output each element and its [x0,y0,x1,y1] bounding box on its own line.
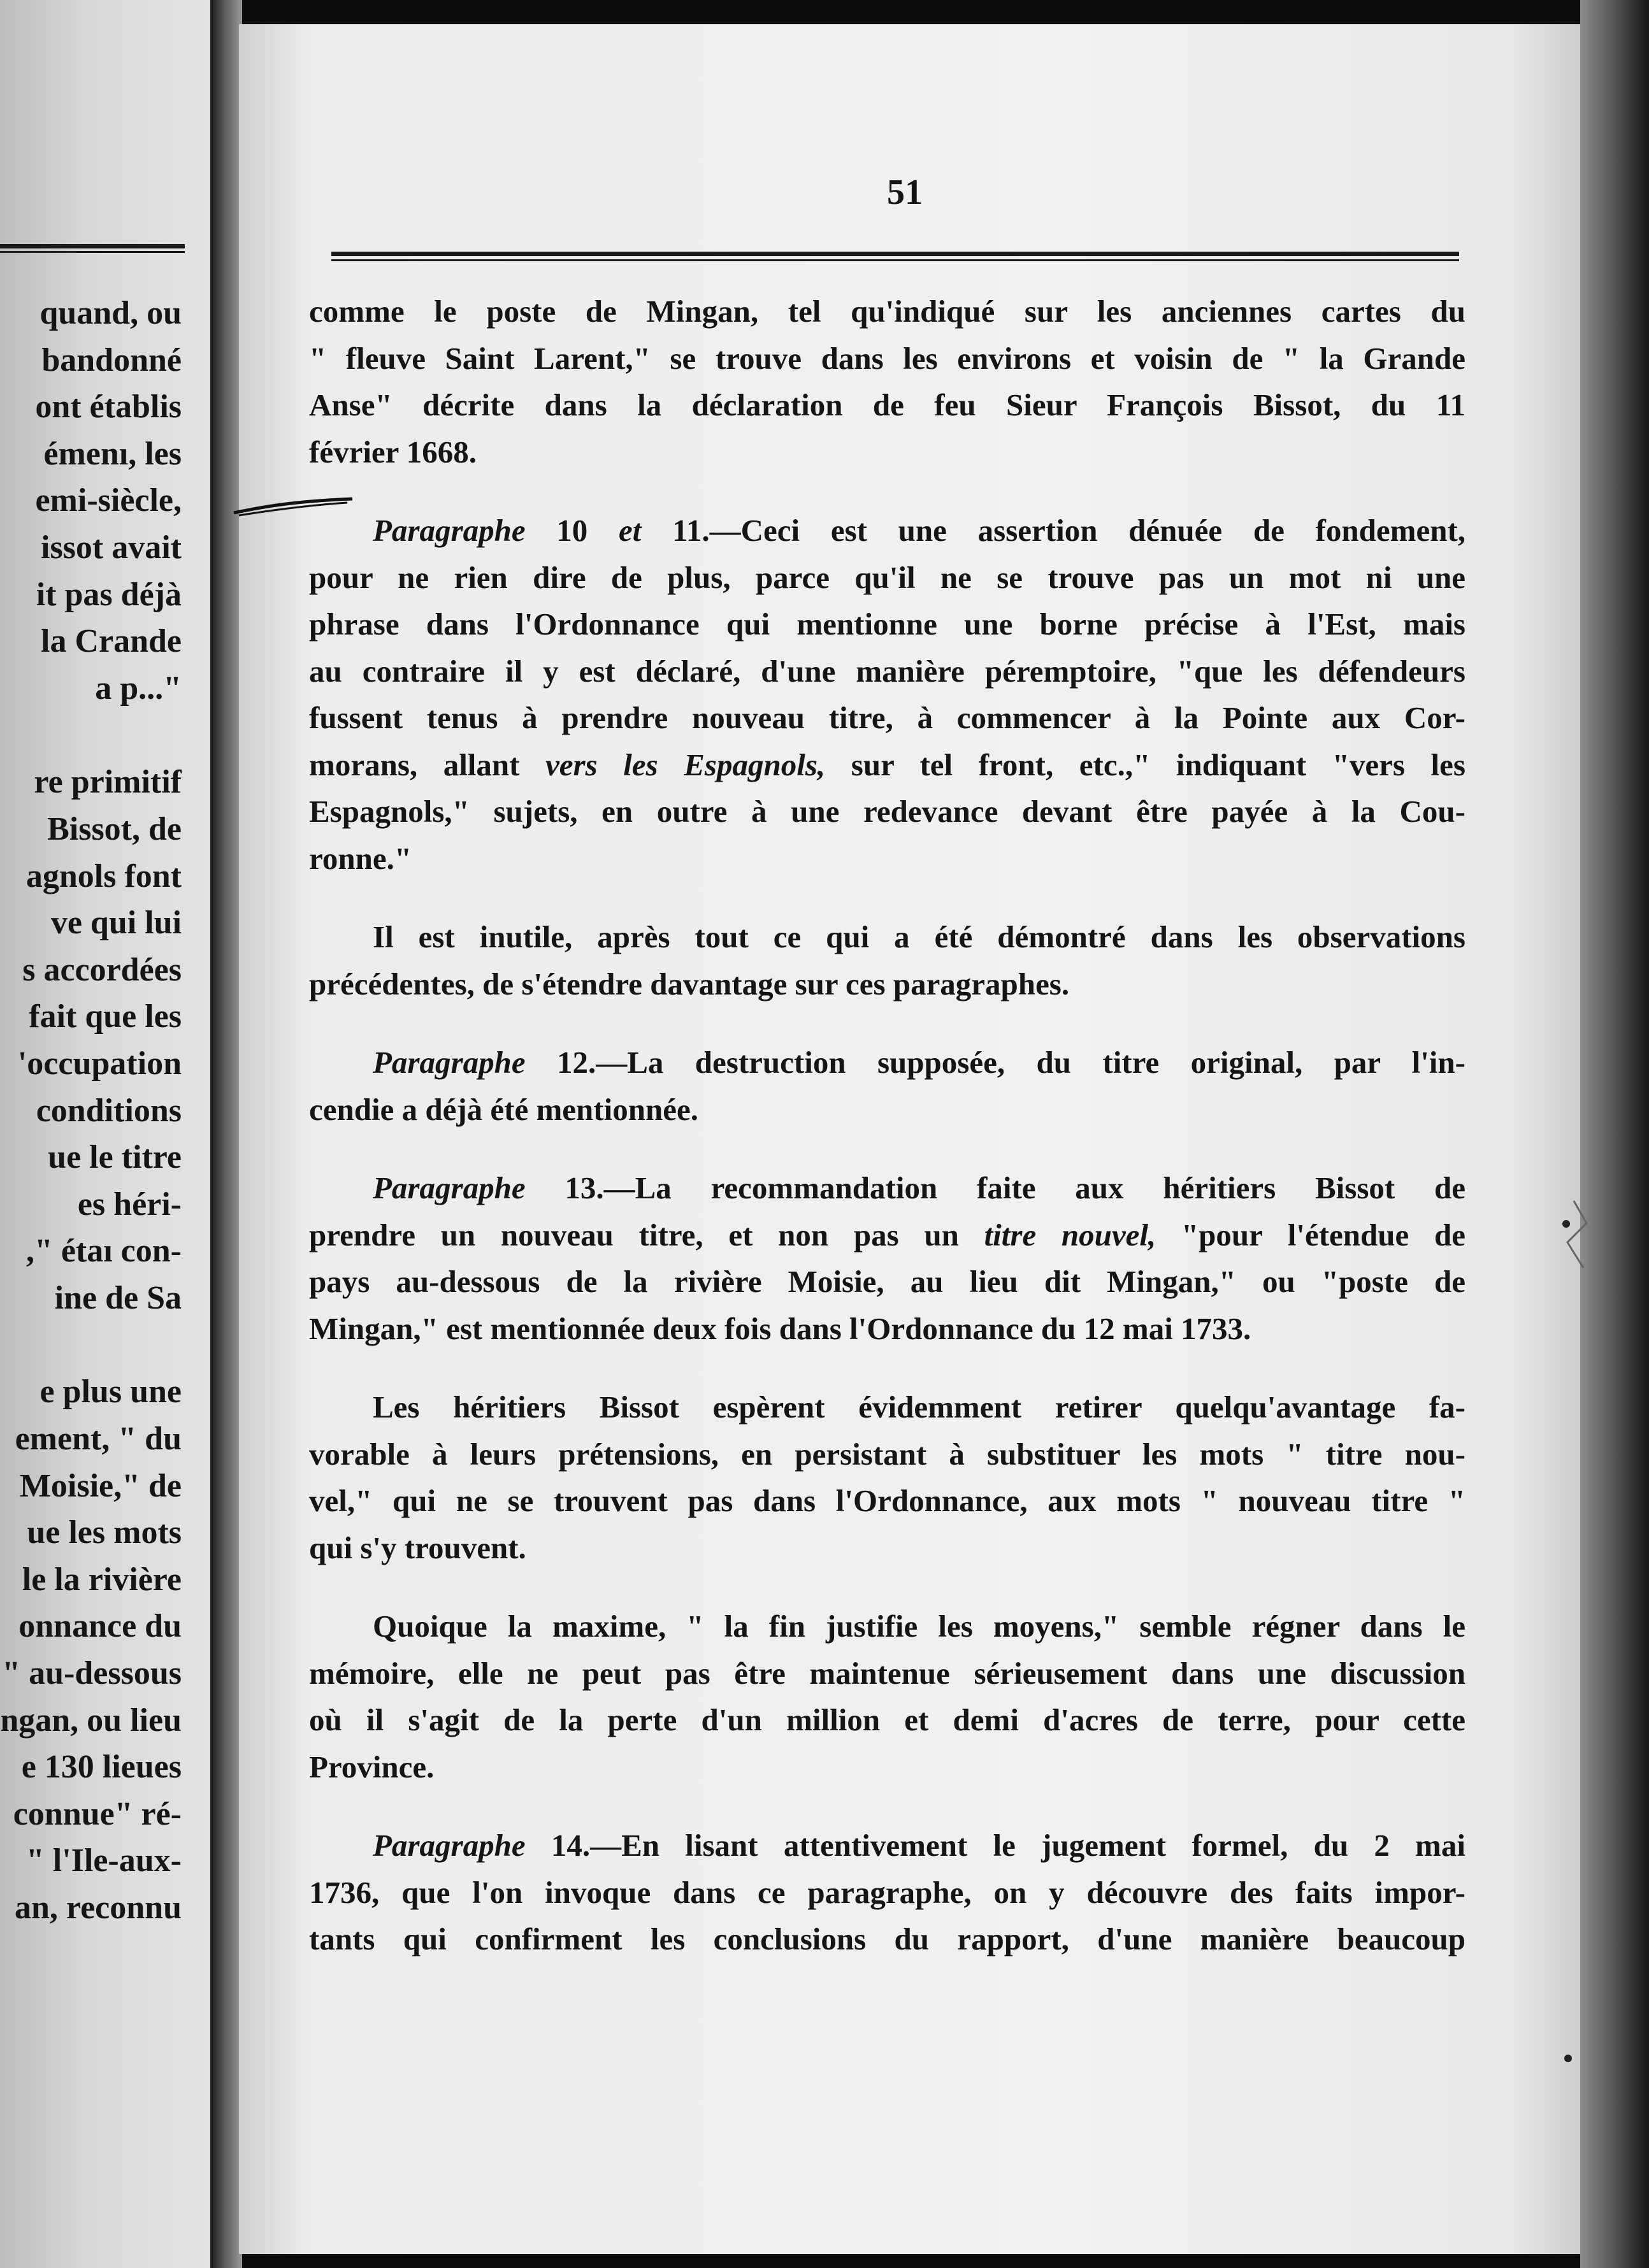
text-line: Espagnols," sujets, en outre à une redevance devant être payée à la Cou- [309,794,1465,829]
left-page-line: ine de Sa [54,1279,182,1316]
left-page-line: emi-siècle, [35,482,182,519]
ink-speck [1564,2055,1572,2062]
text-line: au contraire il y est déclaré, d'une manière péremptoire, "que les défendeurs [309,653,1465,689]
text-line: vorable à leurs prétensions, en persistant à substituer les mots " titre nou- [309,1436,1465,1472]
left-page-line: an, reconnu [15,1890,182,1926]
page-margin-mark [1555,1198,1593,1274]
text-line: février 1668. [309,434,477,470]
text-line: Anse" décrite dans la déclaration de feu Sieur François Bissot, du 11 [309,387,1465,422]
left-page-line: ue les mots [27,1514,182,1551]
left-page-line: it pas déjà [36,576,182,613]
paragraph-13 [309,1165,1465,1352]
page-edge-shadow [1580,0,1649,2268]
paragraph-1 [309,288,1465,475]
text-line: Paragraphe 13.—La recommandation faite aux héritiers Bissot de [373,1170,1465,1205]
left-page-line: e 130 lieues [21,1749,182,1786]
book-gutter [210,0,242,2268]
text-line: vel," qui ne se trouvent pas dans l'Ordonnance, aux mots " nouveau titre " [309,1483,1465,1518]
header-rule [331,252,1459,261]
ink-speck [1562,1220,1570,1228]
text-line: comme le poste de Mingan, tel qu'indiqué sur les anciennes cartes du [309,294,1465,329]
left-page-line: le la rivière [22,1561,182,1598]
paragraph-10-11 [309,507,1465,882]
text-line: où il s'agit de la perte d'un million et demi d'acres de terre, pour cette [309,1702,1465,1737]
left-page-line: onnance du [18,1608,182,1645]
left-page-line: 'occupation [17,1045,182,1082]
left-page-line: ngan, ou lieu [0,1702,182,1739]
text-line: Il est inutile, après tout ce qui a été démontré dans les observations [373,919,1465,954]
paragraph-label: Paragraphe [373,1170,526,1205]
left-page-line: " au-dessous [2,1655,182,1692]
left-page-line: ement, " du [15,1421,182,1458]
left-page-line: ," étaı con- [25,1233,182,1270]
left-page-line: fait que les [29,998,182,1035]
text-line: Paragraphe 10 et 11.—Ceci est une assertion dénuée de fondement, [373,513,1466,548]
text-line: prendre un nouveau titre, et non pas un titre nouvel, "pour l'étendue de [309,1217,1465,1252]
text-line: cendie a déjà été mentionnée. [309,1091,698,1127]
left-page-line: quand, ou [40,295,182,331]
left-page-line: émenı, les [43,435,182,472]
text-line: phrase dans l'Ordonnance qui mentionne une borne précise à l'Est, mais [309,606,1465,642]
paragraph-label: Paragraphe [373,1828,526,1863]
left-page-line: ue le titre [48,1139,182,1176]
paragraph-maxime [309,1603,1465,1790]
text-line: 1736, que l'on invoque dans ce paragraphe, on y découvre des faits impor- [309,1874,1465,1910]
text-line: pour ne rien dire de plus, parce qu'il ne se trouve pas un mot ni une [309,559,1465,595]
text-line: pays au-dessous de la rivière Moisie, au lieu dit Mingan," ou "poste de [309,1264,1465,1299]
left-page-line: Moisie," de [19,1467,182,1504]
paragraph-label: Paragraphe [373,513,526,548]
text-line: tants qui confirment les conclusions du rapport, d'une manière beaucoup [309,1921,1465,1956]
left-page-line: ve qui lui [50,905,182,942]
text-line: Mingan," est mentionnée deux fois dans l'Ordonnance du 12 mai 1733. [309,1310,1251,1346]
paragraph-12 [309,1039,1465,1133]
text-line: précédentes, de s'étendre davantage sur ces paragraphes. [309,966,1070,1001]
left-page-line: la Crande [41,623,182,660]
left-page-line [0,712,182,759]
left-page-line: connue" ré- [13,1795,182,1832]
left-facing-page [0,0,220,2268]
left-page-line: Bissot, de [47,810,182,847]
text-line: Quoique la maxime, " la fin justifie les moyens," semble régner dans le [373,1609,1465,1644]
text-line: mémoire, elle ne peut pas être maintenue sérieusement dans une discussion [309,1655,1465,1691]
text-line: fussent tenus à prendre nouveau titre, à commencer à la Pointe aux Cor- [309,700,1465,735]
text-line: " fleuve Saint Larent," se trouve dans les environs et voisin de " la Grande [309,340,1465,376]
left-page-line: conditions [36,1092,182,1129]
text-line: ronne." [309,840,412,876]
left-page-line [0,1321,182,1368]
left-page-line: bandonné [41,341,182,378]
text-line: morans, allant vers les Espagnols, sur tel front, etc.," indiquant "vers les [309,747,1465,782]
paragraph-inutile [309,914,1465,1007]
text-line: qui s'y trouvent. [309,1530,526,1565]
text-line: Paragraphe 12.—La destruction supposée, du titre original, par l'in- [373,1045,1465,1080]
left-page-line: es héri- [77,1186,182,1223]
text-line: Les héritiers Bissot espèrent évidemment retirer quelqu'avantage fa- [373,1389,1465,1425]
paragraph-label: Paragraphe [373,1045,526,1080]
page-number: 51 [887,173,923,212]
left-page-line: ont établis [35,389,182,426]
left-page-line: " l'Ile-aux- [25,1842,182,1879]
left-page-line: agnols font [25,858,182,894]
left-page-line: issot avait [41,529,182,566]
left-page-header-rule [0,244,185,253]
paragraph-heritiers [309,1384,1465,1571]
text-line: Paragraphe 14.—En lisant attentivement le jugement formel, du 2 mai [373,1828,1465,1863]
left-page-line: s accordées [22,951,182,988]
left-page-line: re primitif [34,764,182,801]
left-page-text [0,290,182,1932]
left-page-line: a p..." [95,670,182,707]
text-line: Province. [309,1749,435,1784]
paragraph-14 [309,1822,1465,1963]
left-page-line: e plus une [40,1374,182,1410]
body-text [309,288,1465,1995]
